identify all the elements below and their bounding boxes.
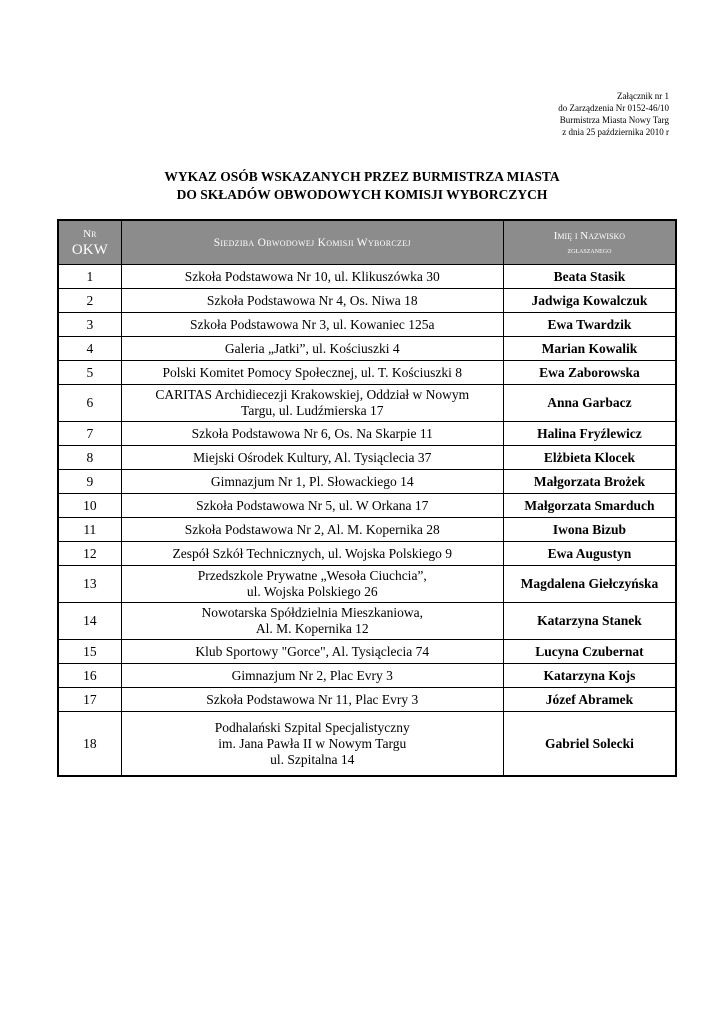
row-person-name: Katarzyna Kojs [503,664,676,688]
annex-line: Załącznik nr 1 [617,91,669,101]
row-location [121,337,503,361]
location-line: Gimnazjum Nr 2, Plac Evry 3 [231,667,393,683]
row-location [121,566,503,603]
row-person-name: Ewa Zaborowska [503,361,676,385]
row-number: 2 [58,289,121,313]
row-number: 15 [58,640,121,664]
row-number: 7 [58,422,121,446]
annex-reference [469,90,669,138]
location-line: ul. Wojska Polskiego 26 [246,584,378,599]
row-location [121,542,503,566]
header-okw-label: OKW [71,241,108,258]
row-person-name: Jadwiga Kowalczuk [503,289,676,313]
location-line: Podhalański Szpital Specjalistyczny [214,719,410,735]
row-location [121,603,503,640]
document-title [0,168,724,204]
location-line: Nowotarska Spółdzielnia Mieszkaniowa, [201,605,424,620]
row-number: 1 [58,265,121,289]
row-person-name: Małgorzata Brożek [503,470,676,494]
table-row [58,361,676,385]
location-line: Szkoła Podstawowa Nr 6, Os. Na Skarpie 11 [191,425,433,441]
annex-line: z dnia 25 października 2010 r [562,127,669,137]
row-person-name: Gabriel Solecki [503,712,676,777]
table-body [58,265,676,777]
commission-table [57,219,677,777]
row-person-name: Ewa Twardzik [503,313,676,337]
row-person-name: Magdalena Giełczyńska [503,566,676,603]
location-line: Szkoła Podstawowa Nr 2, Al. M. Kopernika 28 [184,521,440,537]
table-row [58,337,676,361]
table-row [58,313,676,337]
location-line: CARITAS Archidiecezji Krakowskiej, Oddział w Nowym [155,387,470,402]
table-row [58,712,676,777]
row-person-name: Lucyna Czubernat [503,640,676,664]
location-line: Szkoła Podstawowa Nr 3, ul. Kowaniec 125a [190,316,435,332]
row-number: 14 [58,603,121,640]
header-name-sub-label: zgłaszanego [567,244,612,255]
header-nr [58,220,121,265]
row-number: 5 [58,361,121,385]
location-line: Przedszkole Prywatne „Wesoła Ciuchcia”, [197,568,427,583]
table-row [58,688,676,712]
header-location [121,220,503,265]
row-location [121,385,503,422]
row-number: 8 [58,446,121,470]
header-name-label: Imię i Nazwisko [553,229,626,242]
header-nr-label: Nr [83,227,97,240]
table-row [58,289,676,313]
row-person-name: Halina Fryźlewicz [503,422,676,446]
location-line: Szkoła Podstawowa Nr 11, Plac Evry 3 [206,691,419,707]
row-number: 11 [58,518,121,542]
table-row [58,265,676,289]
row-location [121,361,503,385]
table-row [58,664,676,688]
row-location [121,688,503,712]
row-location [121,518,503,542]
location-line: Szkoła Podstawowa Nr 10, ul. Klikuszówka 30 [184,268,440,284]
row-location [121,664,503,688]
row-location [121,446,503,470]
header-location-label: Siedziba Obwodowej Komisji Wyborczej [213,237,411,249]
location-line: im. Jana Pawła II w Nowym Targu [218,735,407,751]
row-number: 3 [58,313,121,337]
row-location [121,265,503,289]
location-line: Gimnazjum Nr 1, Pl. Słowackiego 14 [210,473,414,489]
row-number: 12 [58,542,121,566]
row-person-name: Anna Garbacz [503,385,676,422]
table-row [58,566,676,603]
row-number: 6 [58,385,121,422]
row-person-name: Marian Kowalik [503,337,676,361]
row-person-name: Iwona Bizub [503,518,676,542]
annex-line: Burmistrza Miasta Nowy Targ [559,115,669,125]
location-line: Polski Komitet Pomocy Społecznej, ul. T. Kościuszki 8 [162,364,462,380]
row-number: 16 [58,664,121,688]
row-location [121,313,503,337]
table-row [58,518,676,542]
row-number: 17 [58,688,121,712]
location-line: ul. Szpitalna 14 [270,751,355,767]
table-row [58,422,676,446]
row-person-name: Małgorzata Smarduch [503,494,676,518]
row-person-name: Beata Stasik [503,265,676,289]
location-line: Galeria „Jatki”, ul. Kościuszki 4 [224,340,400,356]
row-person-name: Elżbieta Klocek [503,446,676,470]
location-line: Targu, ul. Ludźmierska 17 [241,403,384,418]
table-header-row [58,220,676,265]
row-number: 10 [58,494,121,518]
row-location [121,712,503,777]
row-number: 18 [58,712,121,777]
row-location [121,640,503,664]
location-line: Zespół Szkół Technicznych, ul. Wojska Polskiego 9 [172,545,452,561]
row-location [121,494,503,518]
table-row [58,640,676,664]
row-location [121,470,503,494]
row-number: 4 [58,337,121,361]
title-line: WYKAZ OSÓB WSKAZANYCH PRZEZ BURMISTRZA MIASTA [164,169,560,184]
location-line: Klub Sportowy "Gorce", Al. Tysiąclecia 74 [195,643,430,659]
location-line: Szkoła Podstawowa Nr 5, ul. W Orkana 17 [196,497,429,513]
row-person-name: Ewa Augustyn [503,542,676,566]
title-line: DO SKŁADÓW OBWODOWYCH KOMISJI WYBORCZYCH [176,187,548,202]
row-person-name: Józef Abramek [503,688,676,712]
annex-line: do Zarządzenia Nr 0152-46/10 [558,103,669,113]
row-location [121,422,503,446]
location-line: Miejski Ośrodek Kultury, Al. Tysiąclecia 37 [193,449,432,465]
row-person-name: Katarzyna Stanek [503,603,676,640]
location-line: Al. M. Kopernika 12 [255,621,369,636]
table-row [58,542,676,566]
row-location [121,289,503,313]
row-number: 9 [58,470,121,494]
table-row [58,470,676,494]
table-row [58,603,676,640]
location-line: Szkoła Podstawowa Nr 4, Os. Niwa 18 [206,292,418,308]
table-row [58,494,676,518]
table-row [58,385,676,422]
header-name [503,220,676,265]
table-row [58,446,676,470]
row-number: 13 [58,566,121,603]
